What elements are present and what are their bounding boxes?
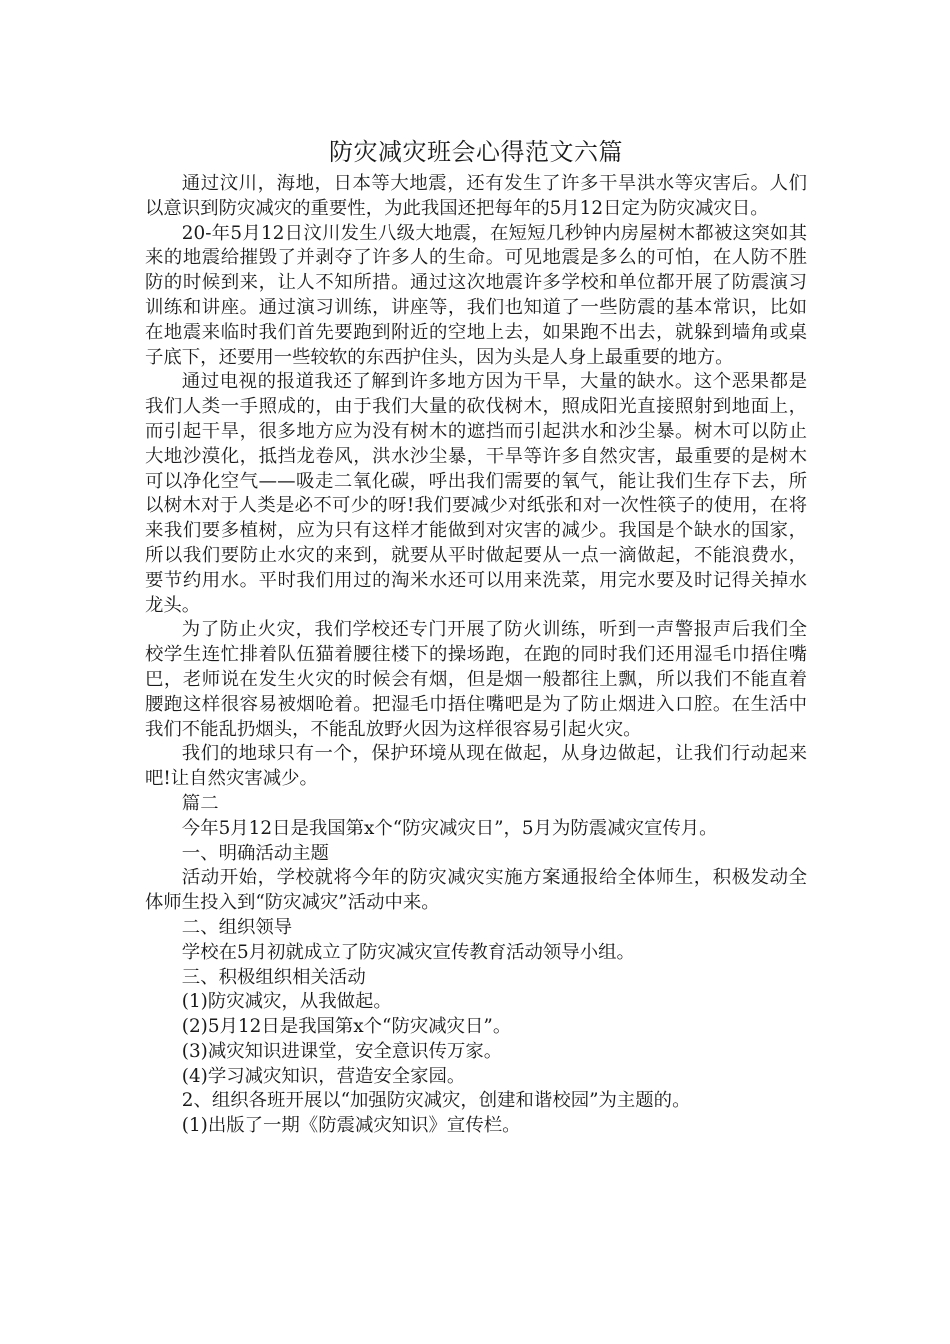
paragraph: 我们的地球只有一个，保护环境从现在做起，从身边做起，让我们行动起来吧!让自然灾害减少。 <box>145 743 807 790</box>
list-item: 2、组织各班开展以“加强防灾减灾，创建和谐校园”为主题的。 <box>181 1090 691 1112</box>
list-item: (2)5月12日是我国第x个“防灾减灾日”。 <box>181 1016 512 1038</box>
paragraph: 通过汶川，海地，日本等大地震，还有发生了许多干旱洪水等灾害后。人们以意识到防灾减灾的重要性，为此我国还把每年的5月12日定为防灾减灾日。 <box>145 173 807 219</box>
paragraph: 学校在5月初就成立了防灾减灾宣传教育活动领导小组。 <box>181 941 635 963</box>
section-label: 篇二 <box>181 792 219 814</box>
document-body <box>145 136 807 1139</box>
list-item: (3)减灾知识进课堂，安全意识传万家。 <box>181 1040 503 1062</box>
paragraph: 通过电视的报道我还了解到许多地方因为干旱，大量的缺水。这个恶果都是我们人类一手照成的，由于我们大量的砍伐树木，照成阳光直接照射到地面上，而引起干旱，很多地方应为没有树木的遮挡而引起洪水和沙尘暴。树木可以防止大地沙漠化，抵挡龙卷风，洪水沙尘暴，干旱等许多自然灾害，最重要的是树木可以净化空气——吸走二氧化碳，呼出我们需要的氧气，能让我们生存下去，所以树木对于人类是必不可少的呀!我们要减少对纸张和对一次性筷子的使用，在将来我们要多植树，应为只有这样才能做到对灾害的减少。我国是个缺水的国家，所以我们要防止水灾的来到，就要从平时做起要从一点一滴做起，不能浪费水，要节约用水。平时我们用过的淘米水还可以用来洗菜，用完水要及时记得关掉水龙头。 <box>145 371 807 616</box>
document-title: 防灾减灾班会心得范文六篇 <box>329 138 623 166</box>
list-item: (1)防灾减灾，从我做起。 <box>181 991 392 1013</box>
section-heading: 一、明确活动主题 <box>181 842 329 864</box>
list-item: (1)出版了一期《防震减灾知识》宣传栏。 <box>181 1115 521 1137</box>
intro-paragraph: 今年5月12日是我国第x个“防灾减灾日”，5月为防震减灾宣传月。 <box>181 817 718 839</box>
paragraph: 活动开始，学校就将今年的防灾减灾实施方案通报给全体师生，积极发动全体师生投入到“防灾减灾”活动中来。 <box>145 867 807 914</box>
section-heading: 三、积极组织相关活动 <box>181 966 366 988</box>
list-item: (4)学习减灾知识，营造安全家园。 <box>181 1065 466 1087</box>
paragraph: 为了防止火灾，我们学校还专门开展了防火训练，听到一声警报声后我们全校学生连忙排着队伍猫着腰往楼下的操场跑，在跑的同时我们还用湿毛巾捂住嘴巴，老师说在发生火灾的时候会有烟，但是烟一般都往上飘，所以我们不能直着腰跑这样很容易被烟呛着。把湿毛巾捂住嘴吧是为了防止烟进入口腔。在生活中我们不能乱扔烟头，不能乱放野火因为这样很容易引起火灾。 <box>145 619 807 740</box>
section-heading: 二、组织领导 <box>181 916 293 938</box>
paragraph: 20-年5月12日汶川发生八级大地震，在短短几秒钟内房屋树木都被这突如其来的地震给摧毁了并剥夺了许多人的生命。可见地震是多么的可怕，在人防不胜防的时候到来，让人不知所措。通过这次地震许多学校和单位都开展了防震演习训练和讲座。通过演习训练，讲座等，我们也知道了一些防震的基本常识，比如在地震来临时我们首先要跑到附近的空地上去，如果跑不出去，就躲到墙角或桌子底下，还要用一些较软的东西护住头，因为头是人身上最重要的地方。 <box>145 222 807 368</box>
